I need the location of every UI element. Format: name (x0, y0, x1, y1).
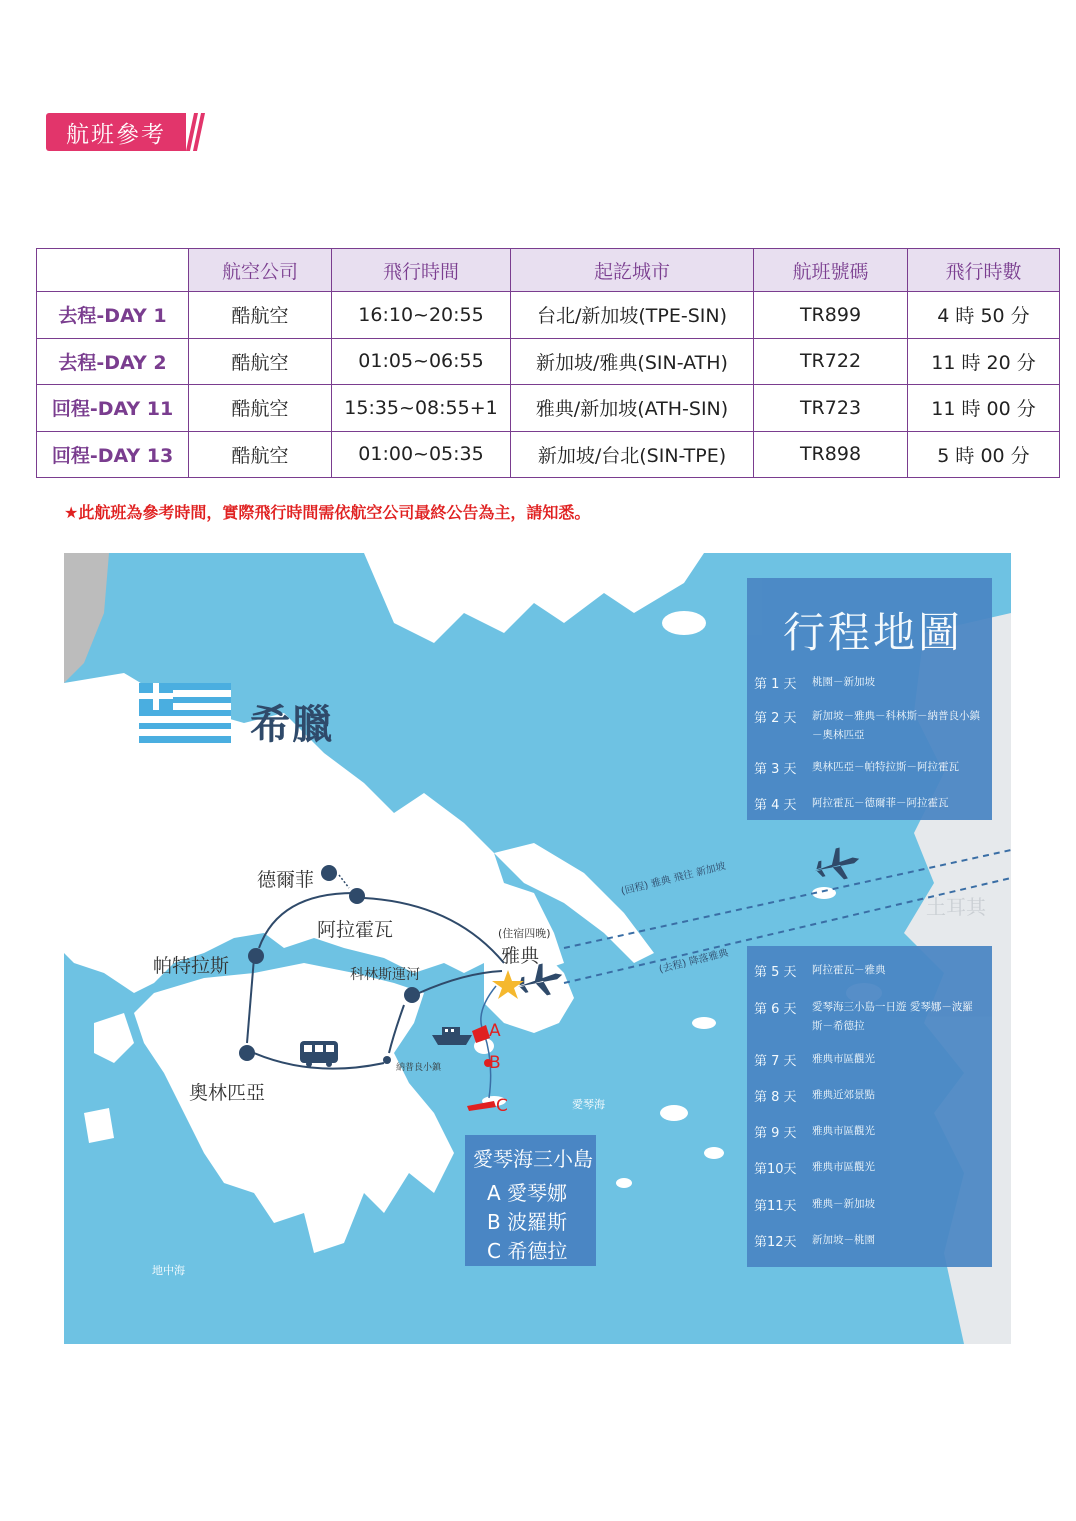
land-north (364, 553, 704, 643)
day-row (754, 1086, 982, 1105)
header-flight: 航班號碼 (754, 249, 908, 292)
day-label: 第11天 (754, 1199, 797, 1214)
header-route: 起訖城市 (511, 249, 754, 292)
day-row (754, 758, 982, 777)
city-label-patras: 帕特拉斯 (153, 955, 230, 977)
day-cell: 回程-DAY 13 (37, 431, 189, 478)
day-row (754, 1050, 982, 1069)
island-marker-c (467, 1101, 496, 1111)
island-item: A 愛琴娜 (487, 1181, 568, 1205)
time-cell: 15:35~08:55+1 (332, 385, 511, 432)
day-text: 雅典近郊景點 (812, 1089, 875, 1101)
city-label-nafplio: 納普良小鎮 (396, 1063, 442, 1073)
land-island (692, 1017, 716, 1029)
airline-cell: 酷航空 (189, 292, 332, 339)
islands-title: 愛琴海三小島 (473, 1147, 593, 1171)
day-label: 第 6 天 (754, 1002, 797, 1017)
table-header-row (37, 249, 1060, 292)
city-dot-delphi (321, 865, 337, 881)
country-name: 希臘 (250, 702, 334, 748)
header-time: 飛行時間 (332, 249, 511, 292)
day-text: 新加坡－雅典－科林斯－納普良小鎮－奧林匹亞 (812, 710, 980, 741)
day-label: 第 7 天 (754, 1054, 797, 1069)
day-row (754, 998, 982, 1036)
table-row (37, 385, 1060, 432)
city-dot-nafplio (383, 1056, 391, 1064)
time-cell: 16:10~20:55 (332, 292, 511, 339)
day-label: 第 8 天 (754, 1090, 797, 1105)
day-text: 愛琴海三小島一日遊 愛琴娜－波羅斯－希德拉 (812, 1001, 973, 1032)
island-item: B 波羅斯 (487, 1210, 568, 1234)
day-label: 第 9 天 (754, 1126, 797, 1141)
ship-icon (432, 1027, 472, 1045)
athens-note: (住宿四晚) (498, 927, 551, 940)
itinerary-map (64, 553, 1011, 1344)
time-cell: 01:00~05:35 (332, 431, 511, 478)
airline-cell: 酷航空 (189, 338, 332, 385)
land-west (64, 553, 109, 683)
sea-label-med: 地中海 (152, 1264, 185, 1277)
island-letter-b: B (489, 1053, 501, 1073)
day-text: 阿拉霍瓦－德爾菲－阿拉霍瓦 (812, 797, 949, 809)
day-cell: 去程-DAY 1 (37, 292, 189, 339)
header-cell (37, 249, 189, 292)
route-cell: 台北/新加坡(TPE-SIN) (511, 292, 754, 339)
itinerary-panel-top (747, 578, 992, 820)
land-peloponnese (134, 963, 454, 1253)
land-island (94, 1013, 134, 1063)
duration-cell: 4 時 50 分 (908, 292, 1060, 339)
day-text: 新加坡－桃園 (812, 1234, 875, 1246)
plane-icon (811, 843, 864, 886)
table-row (37, 292, 1060, 339)
city-label-arachova: 阿拉霍瓦 (317, 919, 394, 941)
flight-table (36, 248, 1060, 478)
city-dot-arachova (349, 888, 365, 904)
route-cell: 新加坡/雅典(SIN-ATH) (511, 338, 754, 385)
itinerary-panel-bottom (747, 946, 992, 1267)
day-text: 雅典市區觀光 (812, 1053, 875, 1065)
map-title: 行程地圖 (783, 608, 964, 657)
island-letter-a: A (489, 1021, 501, 1041)
day-row (754, 673, 982, 692)
land-island (84, 1108, 114, 1143)
day-text: 雅典－新加坡 (812, 1198, 875, 1210)
airline-cell: 酷航空 (189, 431, 332, 478)
route-cell: 雅典/新加坡(ATH-SIN) (511, 385, 754, 432)
islands-box (465, 1135, 596, 1266)
day-label: 第 1 天 (754, 677, 797, 692)
day-text: 桃園－新加坡 (812, 676, 875, 688)
day-text: 奧林匹亞－帕特拉斯－阿拉霍瓦 (812, 761, 959, 773)
day-row (754, 1158, 982, 1177)
day-label: 第 2 天 (754, 711, 797, 726)
table-row (37, 338, 1060, 385)
city-label-delphi: 德爾菲 (257, 869, 315, 891)
route-go-label: (去程) 降落雅典 (657, 947, 730, 976)
duration-cell: 5 時 00 分 (908, 431, 1060, 478)
city-label-olympia: 奧林匹亞 (189, 1082, 266, 1104)
island-letter-c: C (496, 1096, 508, 1116)
land-island (616, 1178, 632, 1188)
section-title: 航班參考 (46, 113, 186, 151)
section-tag (46, 113, 201, 151)
time-cell: 01:05~06:55 (332, 338, 511, 385)
day-text: 雅典市區觀光 (812, 1161, 875, 1173)
header-airline: 航空公司 (189, 249, 332, 292)
day-row (754, 1122, 982, 1141)
duration-cell: 11 時 00 分 (908, 385, 1060, 432)
island-item: C 希德拉 (487, 1239, 568, 1263)
day-row (754, 961, 982, 980)
city-label-athens: 雅典 (501, 945, 540, 967)
day-text: 雅典市區觀光 (812, 1125, 875, 1137)
land-island (660, 1105, 688, 1121)
flight-cell: TR898 (754, 431, 908, 478)
day-label: 第 5 天 (754, 965, 797, 980)
city-dot-corinth (404, 987, 420, 1003)
day-row (754, 1231, 982, 1250)
day-row (754, 707, 982, 745)
turkey-label: 土耳其 (926, 895, 986, 919)
flight-cell: TR722 (754, 338, 908, 385)
sea-label-aegean: 愛琴海 (572, 1098, 605, 1111)
duration-cell: 11 時 20 分 (908, 338, 1060, 385)
day-row (754, 794, 982, 813)
route-cell: 新加坡/台北(SIN-TPE) (511, 431, 754, 478)
city-label-corinth: 科林斯運河 (350, 967, 420, 983)
table-row (37, 431, 1060, 478)
day-cell: 去程-DAY 2 (37, 338, 189, 385)
flight-cell: TR899 (754, 292, 908, 339)
flight-note: ★此航班為參考時間，實際飛行時間需依航空公司最終公告為主，請知悉。 (64, 503, 591, 522)
flight-cell: TR723 (754, 385, 908, 432)
land-island (704, 1147, 724, 1159)
route-return-label: (回程) 雅典 飛往 新加坡 (619, 860, 727, 898)
land-island (662, 611, 706, 635)
greek-flag-icon (139, 683, 231, 743)
city-dot-olympia (239, 1045, 255, 1061)
header-duration: 飛行時數 (908, 249, 1060, 292)
day-label: 第 3 天 (754, 762, 797, 777)
day-label: 第10天 (754, 1162, 797, 1177)
day-label: 第12天 (754, 1235, 797, 1250)
day-cell: 回程-DAY 11 (37, 385, 189, 432)
city-dot-patras (248, 948, 264, 964)
airline-cell: 酷航空 (189, 385, 332, 432)
day-row (754, 1195, 982, 1214)
day-label: 第 4 天 (754, 798, 797, 813)
day-text: 阿拉霍瓦－雅典 (812, 964, 886, 976)
